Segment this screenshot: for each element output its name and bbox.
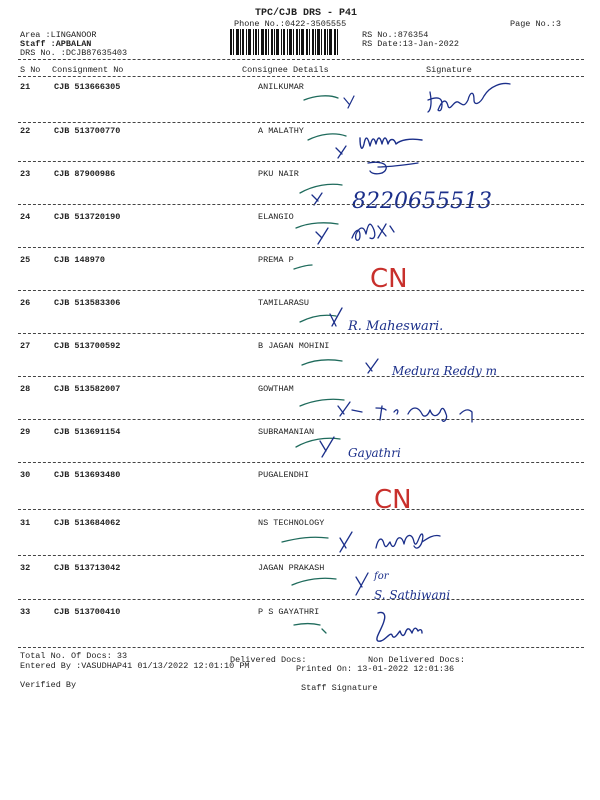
- row-sno: 31: [20, 518, 31, 528]
- divider: [18, 59, 584, 60]
- entered-by: Entered By :VASUDHAP41 01/13/2022 12:01:10 PM: [20, 661, 250, 671]
- row-sno: 25: [20, 255, 31, 265]
- row-sno: 27: [20, 341, 31, 351]
- row-divider: [18, 599, 584, 600]
- drs-number: DRS No. :DCJB87635403: [20, 48, 128, 58]
- row-divider: [18, 122, 584, 123]
- row-sno: 24: [20, 212, 31, 222]
- handwritten-cn: CN: [370, 264, 408, 294]
- row-consignee: GOWTHAM: [258, 384, 294, 394]
- signature-mark: [290, 341, 590, 386]
- row-consignment: CJB 513684062: [54, 518, 121, 528]
- row-sno: 28: [20, 384, 31, 394]
- row-sno: 29: [20, 427, 31, 437]
- row-consignee: JAGAN PRAKASH: [258, 563, 325, 573]
- signature-mark: [290, 126, 590, 171]
- row-consignee: PKU NAIR: [258, 169, 299, 179]
- rs-number: RS No.:876354: [362, 30, 429, 40]
- row-consignment: CJB 513700770: [54, 126, 121, 136]
- row-sno: 32: [20, 563, 31, 573]
- row-divider: [18, 290, 584, 291]
- row-consignment: CJB 148970: [54, 255, 106, 265]
- row-consignee: TAMILARASU: [258, 298, 310, 308]
- col-header-consignee: Consignee Details: [242, 65, 329, 75]
- row-consignment: CJB 513713042: [54, 563, 121, 573]
- row-consignee: A MALATHY: [258, 126, 304, 136]
- row-consignee: PUGALENDHI: [258, 470, 310, 480]
- row-consignee: B JAGAN MOHINI: [258, 341, 330, 351]
- non-delivered-docs: Non Delivered Docs:: [368, 655, 465, 665]
- col-header-consignment: Consignment No: [52, 65, 124, 75]
- total-docs: Total No. Of Docs: 33: [20, 651, 128, 661]
- phone-number: Phone No.:0422-3505555: [234, 19, 347, 29]
- table-row: [0, 470, 600, 515]
- row-consignment: CJB 513700592: [54, 341, 121, 351]
- row-divider: [18, 509, 584, 510]
- area-field: Area :LINGANOOR: [20, 30, 97, 40]
- page-number: Page No.:3: [510, 19, 562, 29]
- row-divider: [18, 247, 584, 248]
- signature-mark: [290, 427, 590, 472]
- row-divider: [18, 333, 584, 334]
- table-row: [0, 607, 600, 649]
- signature-mark: [290, 255, 590, 300]
- row-sno: 22: [20, 126, 31, 136]
- row-sno: 33: [20, 607, 31, 617]
- row-consignment: CJB 513666305: [54, 82, 121, 92]
- row-consignment: CJB 513700410: [54, 607, 121, 617]
- handwritten-phone: 8220655513: [352, 189, 492, 214]
- row-consignment: CJB 513691154: [54, 427, 121, 437]
- row-consignee: ANILKUMAR: [258, 82, 304, 92]
- row-consignee: P S GAYATHRI: [258, 607, 320, 617]
- handwritten-for: for: [374, 571, 389, 582]
- row-sno: 30: [20, 470, 31, 480]
- col-header-signature: Signature: [426, 65, 472, 75]
- row-consignee: ELANGIO: [258, 212, 294, 222]
- row-divider: [18, 376, 584, 377]
- signature-mark: [290, 169, 590, 214]
- handwritten-name: R. Maheswari.: [348, 319, 444, 334]
- row-divider: [18, 419, 584, 420]
- handwritten-name: Gayathri: [348, 446, 401, 460]
- rs-date: RS Date:13-Jan-2022: [362, 39, 459, 49]
- row-consignment: CJB 513583306: [54, 298, 121, 308]
- row-consignment: CJB 87900986: [54, 169, 116, 179]
- handwritten-name: Medura Reddy m: [392, 364, 497, 378]
- row-consignment: CJB 513693480: [54, 470, 121, 480]
- signature-mark: [290, 518, 590, 563]
- col-header-sno: S No: [20, 65, 41, 75]
- staff-signature: Staff Signature: [301, 683, 378, 693]
- row-consignee: NS TECHNOLOGY: [258, 518, 325, 528]
- row-divider: [18, 161, 584, 162]
- document-title: TPC/CJB DRS - P41: [255, 8, 358, 19]
- signature-mark: [290, 298, 590, 343]
- row-sno: 26: [20, 298, 31, 308]
- signature-mark: [290, 384, 590, 429]
- row-consignee: SUBRAMANIAN: [258, 427, 315, 437]
- signature-mark: [290, 82, 590, 127]
- signature-mark: [290, 212, 590, 257]
- row-divider: [18, 647, 584, 648]
- printed-on: Printed On: 13-01-2022 12:01:36: [296, 664, 455, 674]
- signature-mark: [290, 607, 590, 652]
- row-sno: 21: [20, 82, 31, 92]
- row-consignee: PREMA P: [258, 255, 294, 265]
- table-row: [0, 82, 600, 124]
- row-divider: [18, 462, 584, 463]
- row-sno: 23: [20, 169, 31, 179]
- row-divider: [18, 204, 584, 205]
- verified-by: Verified By: [20, 680, 77, 690]
- row-consignment: CJB 513720190: [54, 212, 121, 222]
- table-row: [0, 518, 600, 560]
- handwritten-cn: CN: [374, 485, 412, 515]
- row-divider: [18, 555, 584, 556]
- staff-field: Staff :APBALAN: [20, 39, 92, 49]
- barcode: [230, 29, 352, 55]
- row-consignment: CJB 513582007: [54, 384, 121, 394]
- signature-mark: [290, 563, 590, 608]
- delivered-docs: Delivered Docs:: [230, 655, 307, 665]
- divider: [18, 76, 584, 77]
- handwritten-name: S. Sathiwani: [374, 588, 451, 602]
